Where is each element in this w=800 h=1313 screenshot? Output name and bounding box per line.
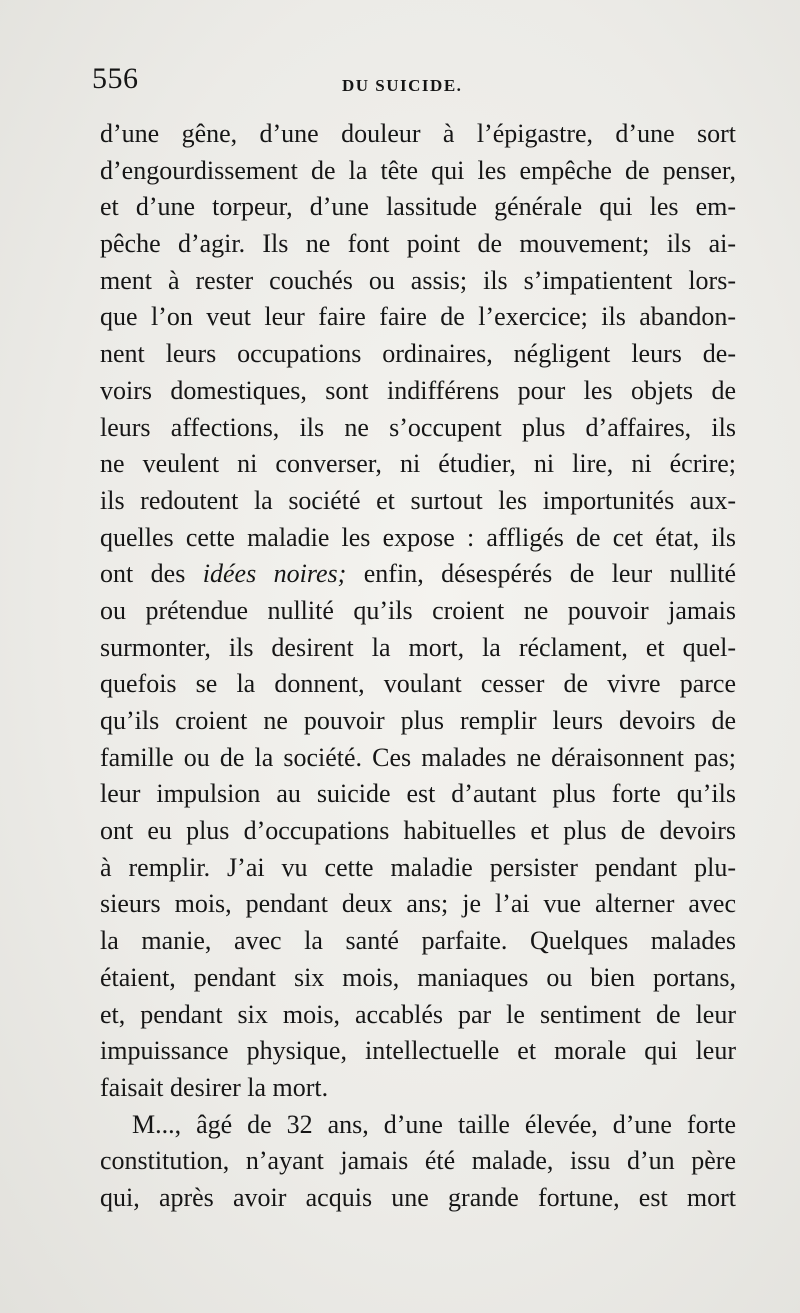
text-line: pêche d’agir. Ils ne font point de mouvement; ils ai- — [100, 229, 736, 259]
text-line: la manie, avec la santé parfaite. Quelques malades — [100, 926, 736, 956]
text-line: ment à rester couchés ou assis; ils s’impatientent lors- — [100, 265, 736, 295]
text-line: d’engourdissement de la tête qui les empêche de penser, — [100, 155, 736, 185]
text-line: qui, après avoir acquis une grande fortune, est mort — [100, 1182, 736, 1212]
running-head: DU SUICIDE. — [342, 76, 463, 95]
text-line: ou prétendue nullité qu’ils croient ne pouvoir jamais — [100, 595, 736, 625]
paragraph-end-line: faisait desirer la mort. — [100, 1072, 329, 1102]
text-line: à remplir. J’ai vu cette maladie persister pendant plu- — [100, 852, 736, 882]
text-line: sieurs mois, pendant deux ans; je l’ai vue alterner avec — [100, 889, 736, 919]
text-segment: ont des — [100, 559, 186, 589]
text-line: et d’une torpeur, d’une lassitude générale qui les em- — [100, 192, 736, 222]
text-line: impuissance physique, intellectuelle et morale qui leur — [100, 1036, 736, 1066]
text-segment: enfin, désespérés de leur nullité — [363, 559, 736, 589]
text-line: quefois se la donnent, voulant cesser de vivre parce — [100, 669, 736, 699]
page-header — [92, 62, 742, 102]
text-line: voirs domestiques, sont indifférens pour les objets de — [100, 375, 736, 405]
text-line: étaient, pendant six mois, maniaques ou bien portans, — [100, 962, 736, 992]
text-line-with-italic — [100, 556, 736, 593]
text-line: ne veulent ni converser, ni étudier, ni lire, ni écrire; — [100, 449, 736, 479]
text-line: surmonter, ils desirent la mort, la réclament, et quel- — [100, 632, 736, 662]
paragraph-start-line: M..., âgé de 32 ans, d’une taille élevée, d’une forte — [132, 1109, 736, 1139]
body-text — [100, 116, 736, 1217]
text-line: ils redoutent la société et surtout les importunités aux- — [100, 485, 736, 515]
text-line: et, pendant six mois, accablés par le sentiment de leur — [100, 999, 736, 1029]
text-line: leur impulsion au suicide est d’autant plus forte qu’ils — [100, 779, 736, 809]
text-line: leurs affections, ils ne s’occupent plus d’affaires, ils — [100, 412, 736, 442]
text-line: quelles cette maladie les expose : affligés de cet état, ils — [100, 522, 736, 552]
italic-phrase: idées noires; — [202, 559, 347, 589]
text-line: nent leurs occupations ordinaires, négligent leurs de- — [100, 339, 736, 369]
text-line: ont eu plus d’occupations habituelles et plus de devoirs — [100, 816, 736, 846]
page-number: 556 — [92, 62, 139, 95]
text-line: qu’ils croient ne pouvoir plus remplir leurs devoirs de — [100, 706, 736, 735]
text-line: famille ou de la société. Ces malades ne déraisonnent pas; — [100, 742, 736, 772]
text-line: constitution, n’ayant jamais été malade, issu d’un père — [100, 1146, 736, 1176]
text-line: que l’on veut leur faire faire de l’exercice; ils abandon- — [100, 302, 736, 332]
text-line: d’une gêne, d’une douleur à l’épigastre, d’une sort — [100, 119, 736, 148]
